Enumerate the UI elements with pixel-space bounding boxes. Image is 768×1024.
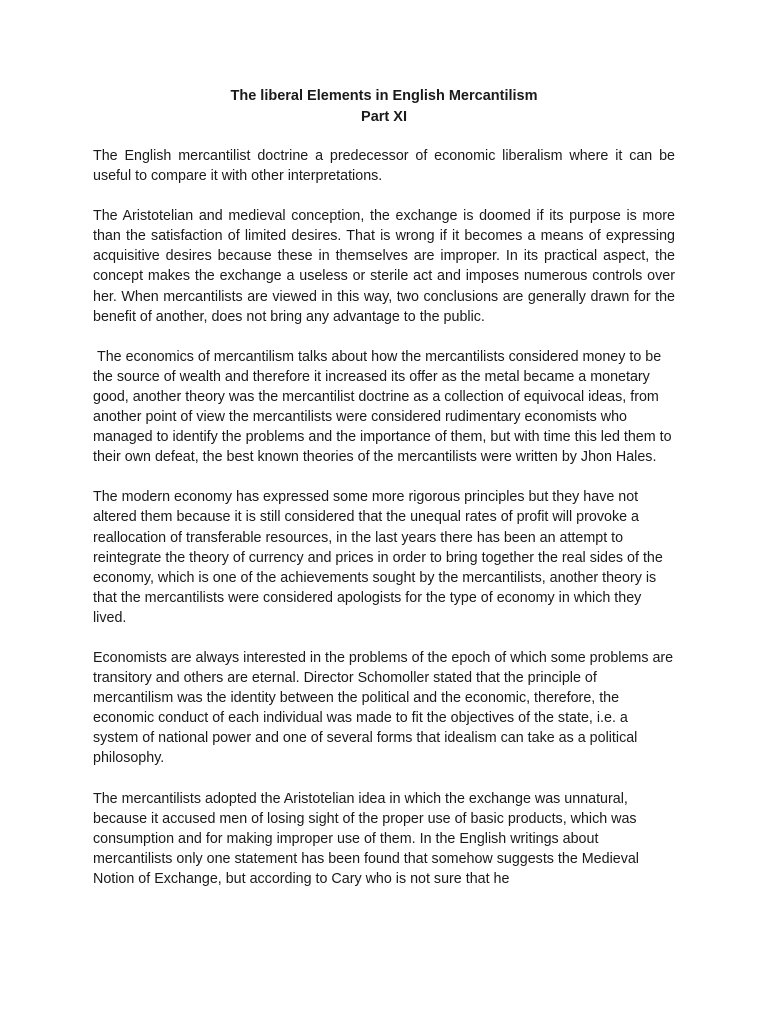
document-part: Part XI [361,109,407,125]
paragraph-modern-economy: The modern economy has expressed some more rigorous principles but they have not altered them because it is still considered that the unequal rates of profit will provoke a reallocation of transferable resources, in the last years there has been an attempt to reintegrate the theory of currency and prices in order to bring together the real sides of the economy, which is one of the achievements sought by the mercantilists, another theory is that the mercantilists were considered apologists for the type of economy in which they lived. [93,489,663,626]
document-title: The liberal Elements in English Mercantilism [230,88,538,104]
title-block [0,86,768,128]
paragraph-economists-interest: Economists are always interested in the problems of the epoch of which some problems are transitory and others are eternal. Director Schomoller stated that the principle of mercantilism was the identity between the political and the economic, therefore, the economic conduct of each individual was made to fit the objectives of the state, i.e. a system of national power and one of several forms that idealism can take as a political philosophy. [93,649,674,767]
paragraph-aristotelian-idea: The mercantilists adopted the Aristotelian idea in which the exchange was unnatural, because it accused men of losing sight of the proper use of basic products, which was consumption and for making improper use of them. In the English writings about mercantilists only one statement has been found that somehow suggests the Medieval Notion of Exchange, but according to Cary who is not sure that he [93,790,639,887]
paragraph-intro: The English mercantilist doctrine a predecessor of economic liberalism where it can be useful to compare it with other interpretations. [93,148,675,185]
document-body [93,146,675,909]
paragraph-aristotelian-conception: The Aristotelian and medieval conception, the exchange is doomed if its purpose is more than the satisfaction of limited desires. That is wrong if it becomes a means of expressing acquisitive desires because these in themselves are improper. In its practical aspect, the concept makes the exchange a useless or sterile act and imposes numerous controls over her. When mercantilists are viewed in this way, two conclusions are generally drawn for the benefit of another, does not bring any advantage to the public. [93,208,675,325]
paragraph-economics-of-mercantilism: The economics of mercantilism talks about how the mercantilists considered money to be the source of wealth and therefore it increased its offer as the metal became a monetary good, another theory was the mercantilist doctrine as a collection of equivocal ideas, from another point of view the mercantilists were considered rudimentary economists who managed to identify the problems and the importance of them, but with time this led them to their own defeat, the best known theories of the mercantilists were written by Jhon Hales. [93,348,676,466]
